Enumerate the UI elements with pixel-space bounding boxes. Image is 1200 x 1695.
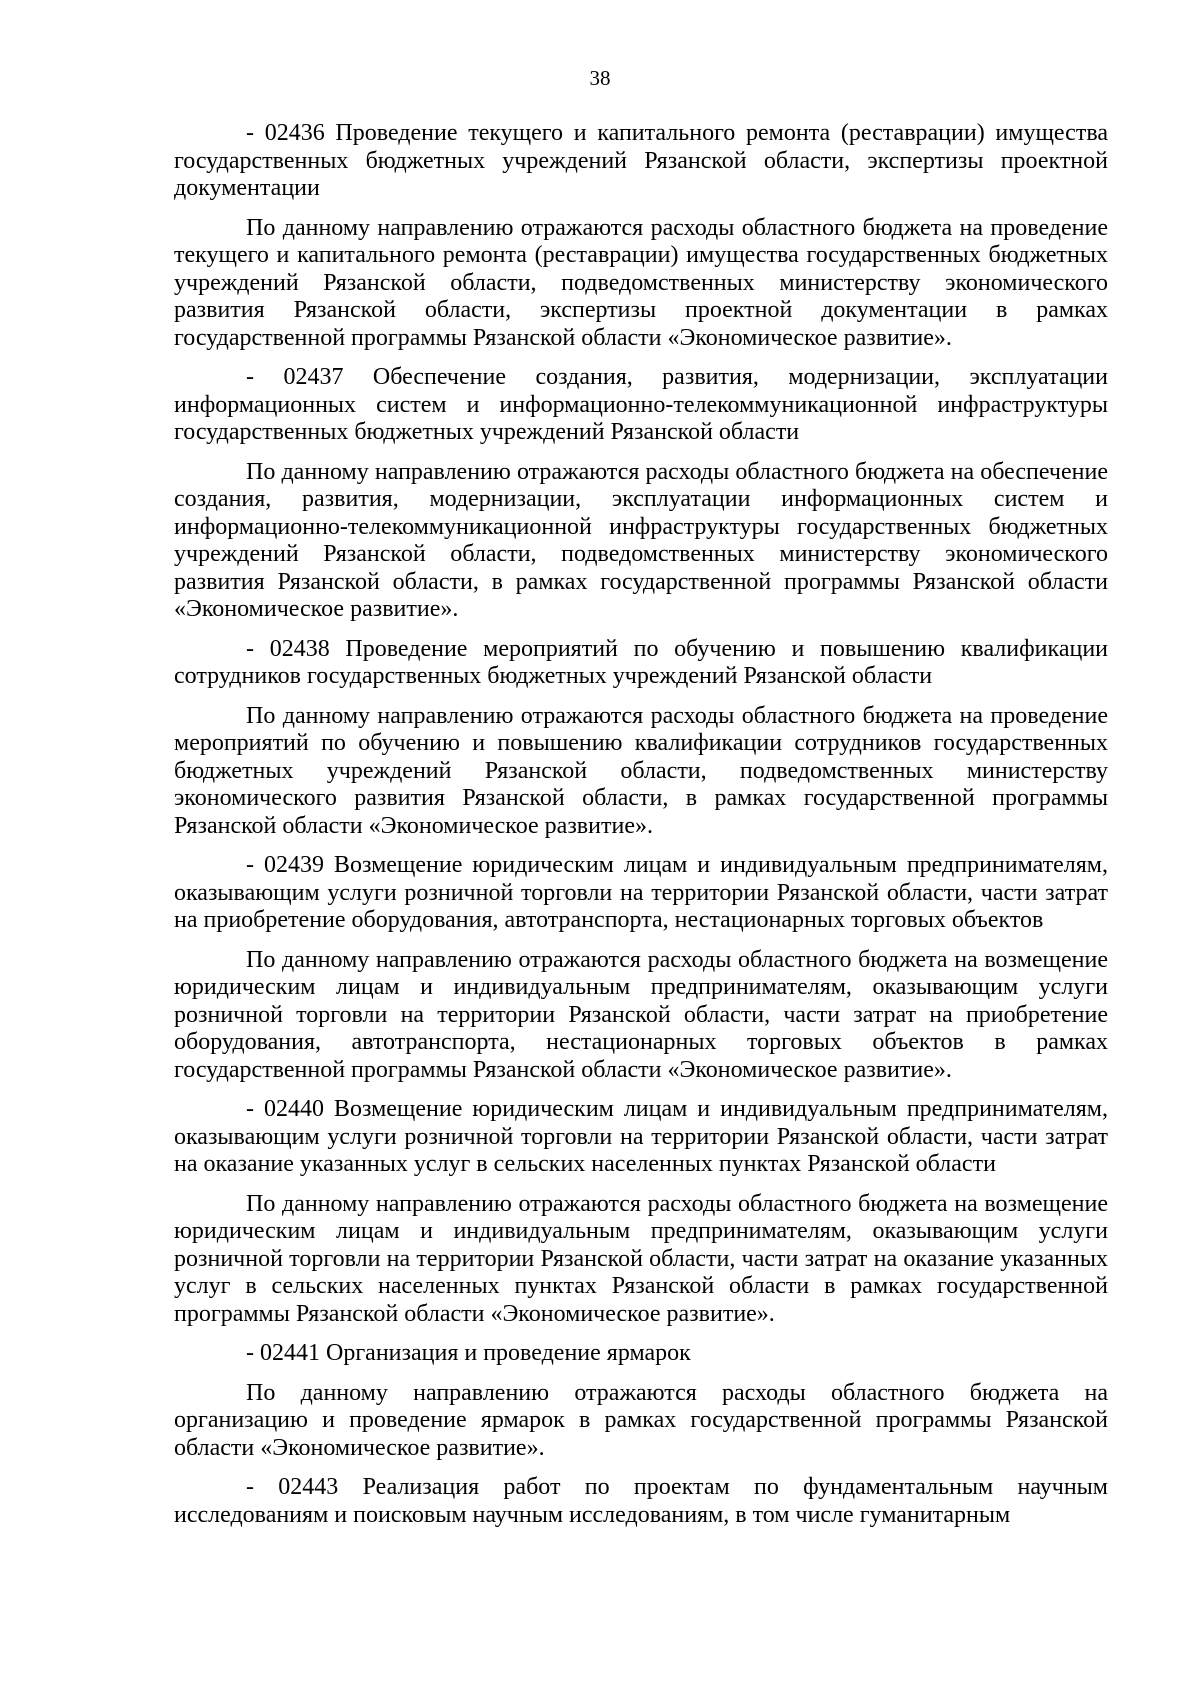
document-body xyxy=(174,120,1108,1529)
section-body-02438: По данному направлению отражаются расходы областного бюджета на проведение мероприятий по обучению и повышению квалификации сотрудников государственных бюджетных учреждений Рязанской области, подведомственных министерству экономического развития Рязанской области, в рамках государственной программы Рязанской области «Экономическое развитие». xyxy=(174,702,1108,839)
section-heading-02443: - 02443 Реализация работ по проектам по фундаментальным научным исследованиям и поисковым научным исследованиям, в том числе гуманитарным xyxy=(174,1474,1108,1528)
section-body-02436: По данному направлению отражаются расходы областного бюджета на проведение текущего и капитального ремонта (реставрации) имущества государственных бюджетных учреждений Рязанской области, подведомственных министерству экономического развития Рязанской области, экспертизы проектной документации в рамках государственной программы Рязанской области «Экономическое развитие». xyxy=(174,214,1108,351)
section-heading-02440: - 02440 Возмещение юридическим лицам и индивидуальным предпринимателям, оказывающим услуги розничной торговли на территории Рязанской области, части затрат на оказание указанных услуг в сельских населенных пунктах Рязанской области xyxy=(174,1096,1108,1177)
section-heading-02441: - 02441 Организация и проведение ярмарок xyxy=(246,1340,691,1366)
section-heading-02437: - 02437 Обеспечение создания, развития, модернизации, эксплуатации информационных систем и информационно-телекоммуникационной инфраструктуры государственных бюджетных учреждений Рязанской области xyxy=(174,364,1108,445)
page-number: 38 xyxy=(589,66,611,90)
section-body-02437: По данному направлению отражаются расходы областного бюджета на обеспечение создания, развития, модернизации, эксплуатации информационных систем и информационно-телекоммуникационной инфраструктуры государственных бюджетных учреждений Рязанской области, подведомственных министерству экономического развития Рязанской области, в рамках государственной программы Рязанской области «Экономическое развитие». xyxy=(174,458,1108,622)
section-body-02441: По данному направлению отражаются расходы областного бюджета на организацию и проведение ярмарок в рамках государственной программы Рязанской области «Экономическое развитие». xyxy=(174,1379,1108,1461)
section-body-02439: По данному направлению отражаются расходы областного бюджета на возмещение юридическим лицам и индивидуальным предпринимателям, оказывающим услуги розничной торговли на территории Рязанской области, части затрат на приобретение оборудования, автотранспорта, нестационарных торговых объектов в рамках государственной программы Рязанской области «Экономическое развитие». xyxy=(174,946,1108,1083)
section-body-02440: По данному направлению отражаются расходы областного бюджета на возмещение юридическим лицам и индивидуальным предпринимателям, оказывающим услуги розничной торговли на территории Рязанской области, части затрат на оказание указанных услуг в сельских населенных пунктах Рязанской области в рамках государственной программы Рязанской области «Экономическое развитие». xyxy=(174,1190,1108,1327)
section-heading-02438: - 02438 Проведение мероприятий по обучению и повышению квалификации сотрудников государственных бюджетных учреждений Рязанской области xyxy=(174,635,1108,689)
section-heading-02436: - 02436 Проведение текущего и капитального ремонта (реставрации) имущества государственных бюджетных учреждений Рязанской области, экспертизы проектной документации xyxy=(174,120,1108,201)
section-heading-02439: - 02439 Возмещение юридическим лицам и индивидуальным предпринимателям, оказывающим услуги розничной торговли на территории Рязанской области, части затрат на приобретение оборудования, автотранспорта, нестационарных торговых объектов xyxy=(174,852,1108,933)
